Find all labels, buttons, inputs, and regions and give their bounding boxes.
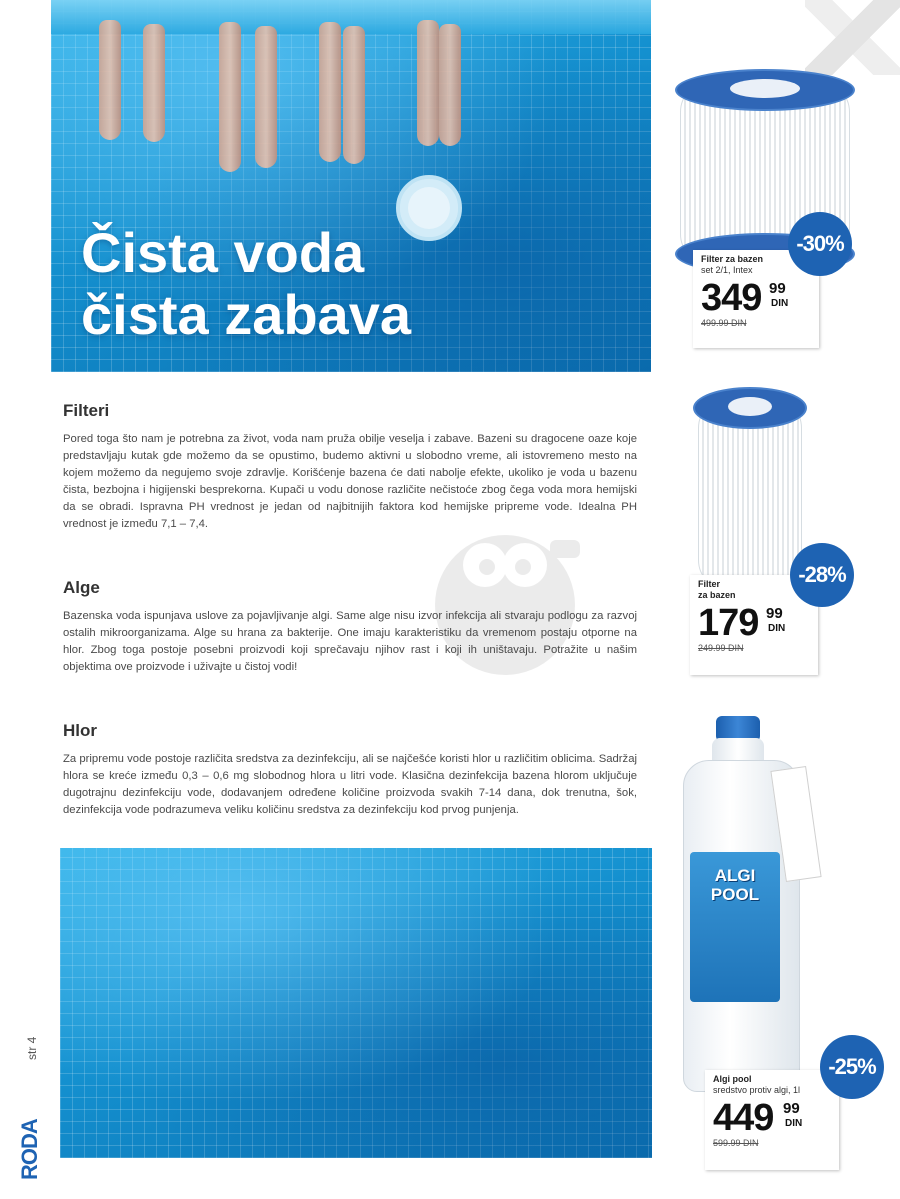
product-name: Algi pool — [713, 1074, 752, 1084]
product-price — [713, 1098, 831, 1138]
product-description: sredstvo protiv algi, 1l — [713, 1085, 801, 1095]
section-body: Bazenska voda ispunjava uslove za pojavljivanje algi. Same alge nisu izvor infekcija ali stvaraju podlogu za razvoj ostalih mikroorganizama. Alge su hrana za bakterije. One imaju karakteristiku da vremenom postaju otporne na hlor. Zbog toga postoje posebni proizvodi koji sprečavaju njihov rast i koji ih uništavaju. Potražite u našim objektima ove proizvode i uživajte u čistoj vodi! — [63, 610, 637, 673]
leg-illustration — [143, 24, 165, 142]
leg-illustration — [99, 20, 121, 140]
bottle-label-text — [690, 866, 780, 904]
price-currency: DIN — [785, 1118, 803, 1129]
bottle-label — [690, 852, 780, 1002]
filter-cap — [675, 69, 855, 111]
leg-illustration — [439, 24, 461, 146]
section-hlor — [63, 721, 637, 819]
price-integer: 449 — [713, 1097, 774, 1139]
product-name: Filter za bazen — [701, 254, 764, 264]
bottle-label-line2: POOL — [710, 885, 760, 904]
leg-illustration — [343, 26, 365, 164]
product-description: set 2/1, Intex — [701, 265, 753, 275]
pool-tiles-image — [60, 848, 652, 1158]
leg-illustration — [219, 22, 241, 172]
old-price: 499.99 DIN — [701, 318, 747, 328]
corner-decoration — [805, 0, 900, 75]
price-currency: DIN — [771, 298, 789, 309]
product-price — [698, 603, 810, 643]
price-decimal: 99 — [783, 1100, 800, 1117]
product-description: za bazen — [698, 590, 736, 600]
price-card — [705, 1070, 839, 1170]
product-price — [701, 278, 811, 318]
section-heading: Hlor — [63, 721, 97, 740]
discount-badge: -28% — [790, 543, 854, 607]
discount-badge: -30% — [788, 212, 852, 276]
price-currency: DIN — [768, 623, 786, 634]
leg-illustration — [255, 26, 277, 168]
section-heading: Alge — [63, 578, 100, 597]
page-number: str 4 — [25, 1036, 39, 1060]
section-heading: Filteri — [63, 401, 110, 420]
old-price: 249.99 DIN — [698, 643, 744, 653]
discount-badge: -25% — [820, 1035, 884, 1099]
section-alge — [63, 578, 637, 676]
leg-illustration — [417, 20, 439, 146]
price-decimal: 99 — [766, 605, 783, 622]
old-price: 599.99 DIN — [713, 1138, 759, 1148]
leg-illustration — [319, 22, 341, 162]
hero-pool-image — [51, 0, 651, 372]
pool-filter-image — [698, 398, 802, 590]
price-integer: 179 — [698, 602, 759, 644]
bottle-label-line1: ALGI — [714, 866, 756, 885]
price-decimal: 99 — [769, 280, 786, 297]
section-filteri — [63, 401, 637, 533]
brand-logo: RODA — [17, 1119, 42, 1180]
hero-title-line1: Čista voda — [81, 221, 365, 284]
section-body: Za pripremu vode postoje različita sredstva za dezinfekciju, ali se najčešće koristi hlor u različitim oblicima. Sadržaj hlora se kreće između 0,3 – 0,6 mg slobodnog hlora u litri vode. Klasična dezinfekcija bazena hlorom uključuje dugotrajnu dezinfekciju vode, dodavanjem određene količine proizvoda svakih 7-14 dana, dok trenutna, šok, dezinfekcija vode podrazumeva veliku količinu sredstva za dezinfekciju kod prvog punjenja. — [63, 753, 637, 816]
product-name: Filter — [698, 579, 721, 589]
filter-cap — [693, 387, 807, 429]
price-integer: 349 — [701, 277, 762, 319]
hero-title-line2: čista zabava — [81, 283, 411, 346]
hero-title — [81, 222, 411, 346]
section-body: Pored toga što nam je potrebna za život, voda nam pruža obilje veselja i zabave. Bazeni su dragocene oaze koje predstavljaju kutak gde možemo da se opustimo, budemo aktivni u slobodno vreme, ali istovremeno mesto na kojem možemo da negujemo svoje zdravlje. Korišćenje bazena će dati nabolje efekte, ukoliko je voda u bazenu čista, bezbojna i higijenski besprekorna. Kupači u vodu donose različite nečistoće zbog čega voda mora hemijski da se obradi. Ispravna PH vrednost je jedan od najbitnijih faktora kod hemijske pripreme vode. Idealna PH vrednost je između 7,1 – 7,4. — [63, 433, 637, 530]
